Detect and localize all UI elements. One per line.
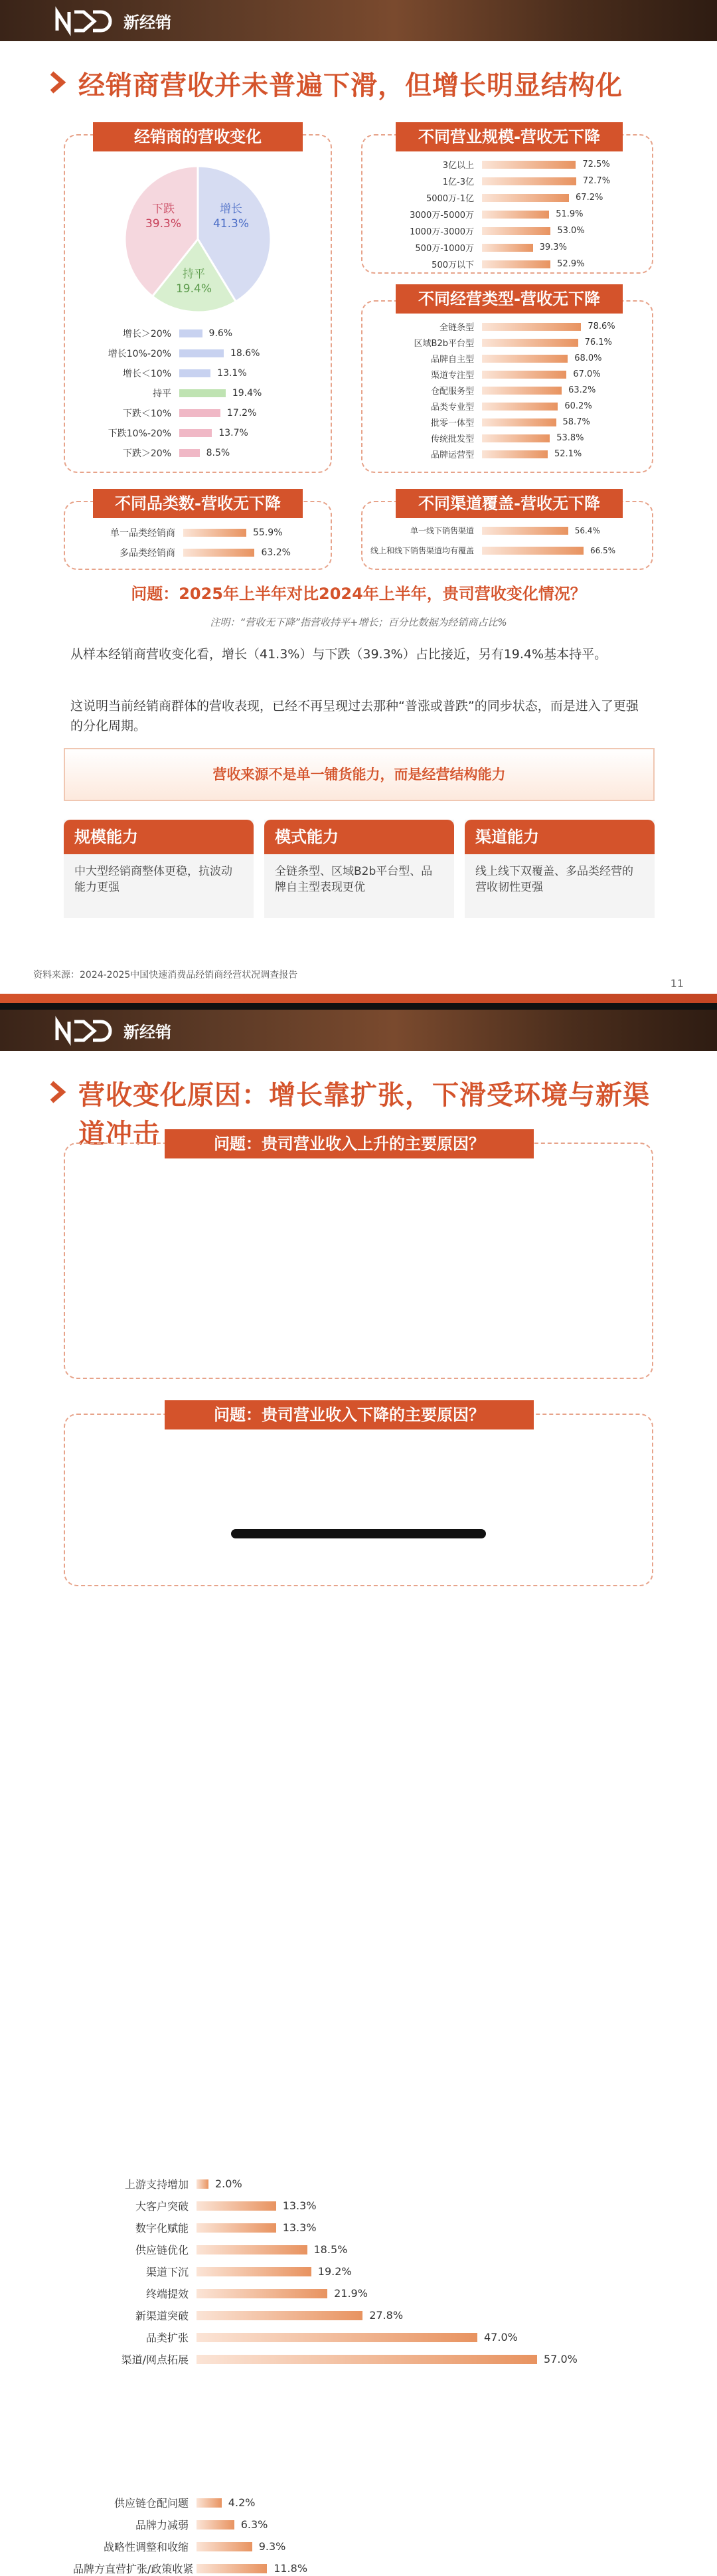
bar-label: 仓配服务型 (430, 387, 474, 397)
bar-label: 品牌力减弱 (135, 2519, 189, 2531)
bar-value: 57.0% (544, 2353, 578, 2365)
bar-row (372, 225, 585, 237)
bar-fill (197, 2333, 477, 2342)
bar-row (73, 2539, 285, 2554)
bar-row (372, 368, 601, 381)
bar-fill (482, 547, 584, 555)
bar-row (73, 426, 248, 440)
slide-2 (0, 1010, 717, 2575)
bar-value: 4.2% (228, 2496, 256, 2509)
bar-fill (197, 2498, 222, 2508)
bar-fill (197, 2355, 537, 2364)
bar-value: 9.3% (258, 2540, 286, 2553)
bar-label: 单一品类经销商 (110, 528, 175, 539)
bar-fill (197, 2245, 307, 2254)
bar-value: 47.0% (484, 2331, 518, 2344)
bar-label: 多品类经销商 (120, 548, 175, 559)
bar-fill (197, 2520, 234, 2530)
bar-label: 终端提效 (145, 2288, 189, 2300)
bar-fill (482, 371, 566, 379)
bar-value: 21.9% (334, 2287, 368, 2300)
bar-row (73, 347, 260, 360)
bar-row (73, 2495, 255, 2510)
bar-value: 13.3% (282, 2199, 317, 2212)
bar-fill (482, 450, 548, 458)
bar-label: 下跌＞20% (122, 448, 171, 459)
bar-fill (179, 409, 220, 417)
bar-row (372, 384, 596, 397)
bar-value: 11.8% (274, 2562, 308, 2575)
bar-fill (179, 329, 202, 337)
bar-label: 5000万-1亿 (426, 194, 474, 204)
brand-logo (54, 8, 171, 33)
bar-value: 52.1% (554, 449, 582, 459)
bar-value: 72.5% (582, 159, 610, 169)
bar-value: 63.2% (568, 385, 596, 395)
footer-bar (0, 994, 717, 1003)
fall-panel-title: 问题：贵司营业收入下降的主要原因？ (165, 1400, 534, 1429)
bar-value: 53.8% (556, 433, 584, 443)
bar-label: 品类扩张 (145, 2332, 189, 2344)
pie-label-flat: 持平 (183, 268, 205, 281)
bar-row (73, 2198, 317, 2213)
bar-label: 下跌＜10% (122, 409, 171, 419)
bar-fill (179, 389, 226, 397)
bar-value: 66.5% (590, 545, 616, 555)
bar-fill (197, 2223, 276, 2233)
bar-label: 品牌自主型 (430, 355, 474, 365)
bar-value: 18.5% (313, 2243, 348, 2256)
slide-title: 经销商营收并未普遍下滑，但增长明显结构化 (78, 70, 623, 101)
bar-row (372, 352, 602, 365)
bar-value: 63.2% (261, 547, 291, 558)
bar-row (372, 432, 584, 444)
bar-fill (197, 2289, 327, 2298)
bar-label: 3亿以上 (442, 161, 474, 171)
channel-panel-title: 不同渠道覆盖-营收无下降 (396, 489, 623, 518)
bar-fill (482, 211, 549, 219)
slide-separator (0, 1003, 717, 1010)
bar-fill (482, 227, 550, 235)
bar-value: 19.4% (232, 388, 262, 399)
bar-value: 18.6% (230, 348, 260, 359)
card-body: 全链条型、区域B2b平台型、品牌自主型表现更优 (275, 865, 433, 894)
bar-row (73, 2351, 578, 2367)
bar-label: 新渠道突破 (135, 2310, 189, 2322)
bar-label: 供应链仓配问题 (114, 2497, 189, 2510)
bar-value: 58.7% (562, 417, 590, 427)
bar-label: 渠道/网点拓展 (121, 2353, 189, 2366)
bar-value: 39.3% (539, 242, 567, 252)
bar-fill (482, 194, 569, 202)
logo-mark-icon (54, 8, 116, 33)
bar-label: 大客户突破 (135, 2200, 189, 2213)
bar-row (73, 367, 247, 380)
brand-name: 新经销 (123, 12, 171, 32)
type-panel-title: 不同经营类型-营收无下降 (396, 284, 623, 314)
bar-label: 下跌10%-20% (108, 428, 171, 439)
bar-fill (183, 549, 254, 557)
bar-fill (197, 2201, 276, 2211)
chevron-right-icon (49, 70, 66, 94)
bar-value: 76.1% (584, 337, 612, 347)
bar-value: 53.0% (557, 226, 585, 236)
bar-label: 品牌方直营扩张/政策收紧 (73, 2563, 194, 2575)
paragraph-2: 这说明当前经销商群体的营收表现，已经不再呈现过去那种“普涨或普跌”的同步状态，而是进入了更强的分化周期。 (70, 699, 639, 733)
bar-value: 56.4% (574, 525, 600, 535)
bar-fill (179, 349, 224, 357)
bar-value: 72.7% (582, 176, 611, 186)
scale-panel-title: 不同营业规模-营收无下降 (396, 122, 623, 151)
chevron-right-icon (49, 1080, 66, 1104)
bar-fill (179, 429, 212, 437)
bar-row (372, 258, 584, 270)
bar-row (372, 158, 610, 171)
bar-label: 持平 (153, 389, 171, 399)
rise-panel-title: 问题：贵司营业收入上升的主要原因？ (165, 1129, 534, 1158)
bar-row (73, 2220, 317, 2235)
pie-panel-title: 经销商的营收变化 (93, 122, 303, 151)
page-number: 11 (670, 977, 684, 990)
bar-label: 增长＞20% (122, 329, 171, 339)
bar-label: 上游支持增加 (124, 2178, 189, 2191)
bar-row (73, 546, 291, 559)
bar-label: 渠道下沉 (145, 2266, 189, 2278)
bar-label: 线上和线下销售渠道均有覆盖 (370, 546, 474, 555)
bar-row (372, 448, 582, 460)
pie-label-growth: 增长 (220, 203, 242, 216)
logo-mark-icon (54, 1018, 116, 1043)
bar-label: 500万以下 (432, 260, 474, 270)
bar-fill (197, 2564, 267, 2573)
bar-value: 13.1% (217, 368, 247, 379)
bar-row (372, 336, 612, 349)
bar-value: 27.8% (369, 2309, 404, 2322)
bar-row (73, 387, 262, 400)
bar-fill (197, 2542, 252, 2551)
brand-name: 新经销 (123, 1022, 171, 1042)
bar-fill (197, 2267, 311, 2276)
bar-label: 1亿-3亿 (442, 177, 474, 187)
header-banner (0, 1010, 717, 1051)
bar-row (372, 175, 610, 187)
category-panel-title: 不同品类数-营收无下降 (93, 489, 303, 518)
bar-row (372, 400, 592, 413)
slide-1-title-row (0, 66, 717, 105)
bar-label: 500万-1000万 (415, 244, 474, 254)
bar-label: 战略性调整和收缩 (103, 2541, 189, 2553)
bar-row (73, 2517, 268, 2532)
key-insight-callout: 营收来源不是单一铺货能力，而是经营结构能力 (64, 748, 655, 801)
bar-fill (197, 2179, 208, 2189)
fall-panel (64, 1414, 653, 1586)
footnote: 注明：“营收无下降”指营收持平+增长；百分比数据为经销商占比% (210, 616, 507, 628)
bar-fill (179, 369, 210, 377)
bar-value: 13.7% (218, 428, 248, 438)
bar-value: 6.3% (240, 2518, 268, 2531)
bar-value: 67.2% (576, 193, 603, 203)
bar-row (365, 525, 600, 536)
bar-label: 数字化赋能 (135, 2222, 189, 2235)
revenue-pie-chart (123, 165, 272, 314)
bar-value: 17.2% (226, 408, 257, 418)
bar-fill (482, 161, 576, 169)
paragraph-1: 从样本经销商营收变化看，增长（41.3%）与下跌（39.3%）占比接近，另有19.4%基本持平。 (70, 647, 607, 662)
bar-label: 全链条型 (439, 323, 474, 333)
bar-label: 增长10%-20% (108, 349, 171, 359)
bar-row (372, 208, 584, 221)
bar-label: 品类专业型 (430, 403, 474, 413)
bar-label: 供应链优化 (135, 2244, 189, 2256)
bar-row (73, 2308, 403, 2323)
bar-value: 78.6% (588, 322, 615, 331)
bar-fill (482, 355, 568, 363)
bar-value: 55.9% (253, 527, 283, 538)
bar-label: 增长＜10% (122, 369, 171, 379)
bar-row (73, 2286, 368, 2301)
bar-value: 13.3% (282, 2221, 317, 2234)
bar-row (372, 320, 615, 333)
bar-value: 8.5% (206, 448, 230, 458)
pie-value-growth: 41.3% (212, 217, 250, 230)
card-title: 模式能力 (264, 820, 454, 854)
bar-label: 传统批发型 (430, 434, 474, 444)
bar-label: 批零一体型 (430, 418, 474, 428)
bar-row (372, 416, 590, 428)
bar-row (73, 327, 232, 340)
bar-row (73, 526, 283, 539)
bar-row (73, 2242, 347, 2257)
bar-row (73, 2176, 242, 2191)
bar-label: 渠道专注型 (430, 371, 474, 381)
survey-question: 问题：2025年上半年对比2024年上半年，贵司营收变化情况？ (131, 585, 586, 603)
bar-value: 52.9% (557, 259, 585, 269)
home-indicator[interactable] (231, 1529, 486, 1538)
card-body: 线上线下双覆盖、多品类经营的营收韧性更强 (475, 865, 633, 894)
bar-value: 60.2% (564, 401, 592, 411)
bar-fill (482, 339, 578, 347)
bar-fill (482, 260, 550, 268)
bar-label: 单一线下销售渠道 (410, 526, 474, 535)
slide-1 (0, 0, 717, 994)
bar-label: 1000万-3000万 (410, 227, 474, 237)
bar-value: 67.0% (573, 369, 601, 379)
brand-logo (54, 1018, 171, 1043)
bar-value: 2.0% (215, 2177, 242, 2190)
bar-label: 3000万-5000万 (410, 211, 474, 221)
bar-fill (183, 529, 246, 537)
bar-fill (179, 449, 200, 457)
bar-fill (482, 323, 581, 331)
pie-label-decline: 下跌 (152, 203, 175, 216)
header-banner (0, 0, 717, 41)
bar-row (73, 2330, 518, 2345)
bar-fill (482, 177, 576, 185)
bar-fill (197, 2311, 362, 2320)
bar-row (73, 446, 230, 460)
bar-row (73, 2264, 352, 2279)
card-title: 渠道能力 (465, 820, 655, 854)
bar-value: 51.9% (556, 209, 584, 219)
bar-fill (482, 387, 562, 395)
card-title: 规模能力 (64, 820, 254, 854)
bar-fill (482, 403, 558, 411)
pie-value-flat: 19.4% (175, 282, 212, 296)
bar-value: 19.2% (317, 2265, 352, 2278)
bar-value: 9.6% (208, 328, 233, 339)
bar-row (365, 545, 615, 556)
slide-title: 营收变化原因：增长靠扩张，下滑受环境与新渠道冲击 (78, 1080, 650, 1149)
bar-value: 68.0% (574, 353, 602, 363)
bar-label: 区域B2b平台型 (414, 339, 474, 349)
bar-fill (482, 244, 533, 252)
bar-fill (482, 418, 556, 426)
pie-value-decline: 39.3% (145, 217, 182, 230)
card-model (264, 820, 454, 918)
bar-fill (482, 527, 568, 535)
data-source: 资料来源：2024-2025中国快速消费品经销商经营状况调查报告 (33, 970, 298, 980)
bar-row (73, 2561, 307, 2576)
bar-fill (482, 434, 550, 442)
card-scale (64, 820, 254, 918)
rise-panel (64, 1143, 653, 1379)
bar-row (73, 407, 256, 420)
bar-row (372, 241, 567, 254)
bar-row (372, 191, 603, 204)
card-body: 中大型经销商整体更稳，抗波动能力更强 (74, 865, 232, 894)
bar-label: 品牌运营型 (430, 450, 474, 460)
card-channel (465, 820, 655, 918)
